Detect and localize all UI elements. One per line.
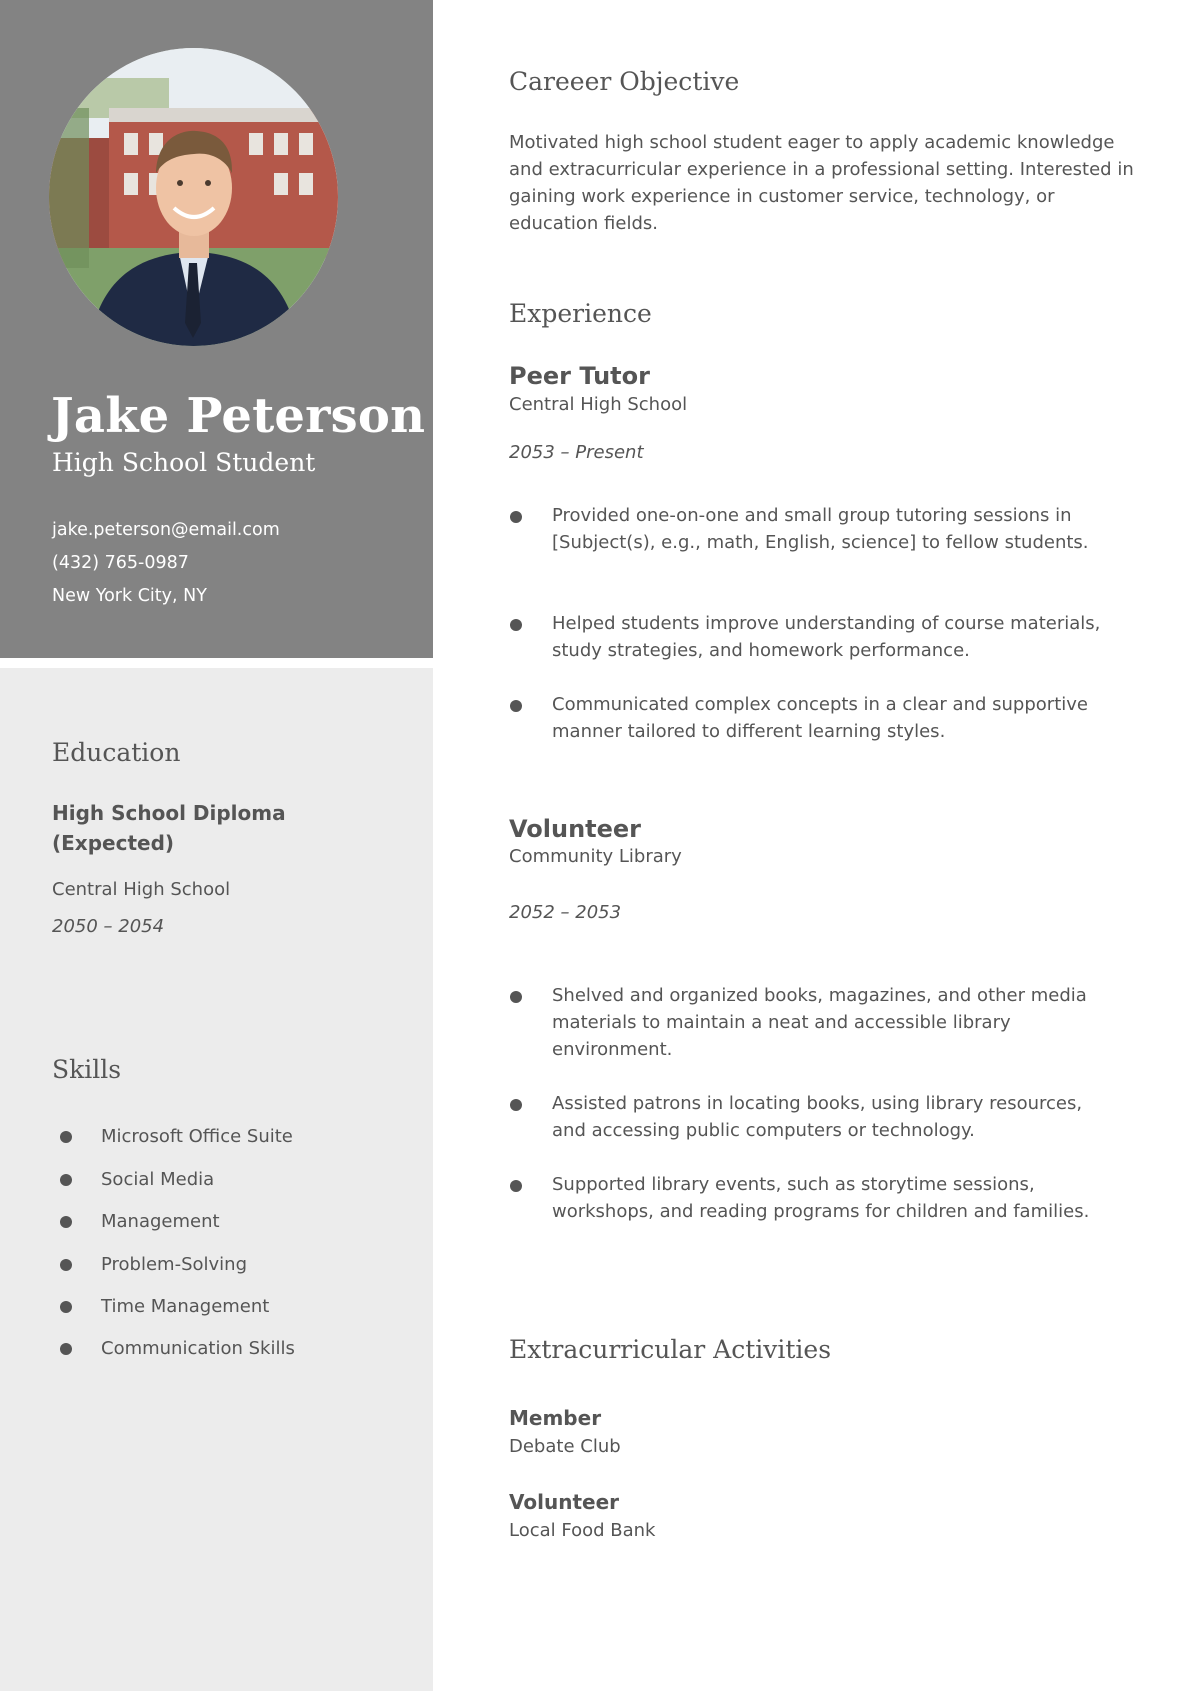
- activity-role: Volunteer: [509, 1490, 620, 1514]
- objective-heading: Careeer Objective: [509, 67, 740, 96]
- bullet-dot-icon: [510, 1180, 522, 1192]
- job-bullet-text: Supported library events, such as storytime sessions, workshops, and reading programs for children and families.: [552, 1174, 1090, 1222]
- bullet-dot-icon: [60, 1131, 72, 1143]
- candidate-name: Jake Peterson: [51, 388, 426, 444]
- job-organization: Community Library: [509, 846, 682, 867]
- skill-label: Management: [101, 1211, 220, 1232]
- bullet-dot-icon: [60, 1216, 72, 1228]
- bullet-dot-icon: [510, 511, 522, 523]
- education-school: Central High School: [52, 879, 231, 900]
- contact-location: New York City, NY: [52, 586, 207, 606]
- activity-role: Member: [509, 1406, 602, 1430]
- activity-organization: Local Food Bank: [509, 1520, 656, 1541]
- education-heading: Education: [52, 738, 181, 767]
- job-title: Volunteer: [509, 815, 642, 843]
- contact-email[interactable]: jake.peterson@email.com: [52, 520, 280, 540]
- job-dates: 2053 – Present: [509, 442, 644, 463]
- job-dates: 2052 – 2053: [509, 902, 622, 923]
- bullet-dot-icon: [510, 991, 522, 1003]
- job-bullet-text: Helped students improve understanding of course materials, study strategies, and homework performance.: [552, 613, 1101, 661]
- portrait-photo: [49, 48, 338, 346]
- skill-label: Social Media: [101, 1169, 215, 1190]
- job-bullet-text: Communicated complex concepts in a clear and supportive manner tailored to different learning styles.: [552, 694, 1088, 742]
- skill-label: Problem-Solving: [101, 1254, 248, 1275]
- job-title: Peer Tutor: [509, 362, 650, 390]
- job-organization: Central High School: [509, 394, 688, 415]
- skill-label: Time Management: [101, 1296, 270, 1317]
- job-bullet-text: Provided one-on-one and small group tutoring sessions in [Subject(s), e.g., math, English, science] to fellow students.: [552, 505, 1089, 553]
- education-years: 2050 – 2054: [52, 916, 165, 937]
- skills-heading: Skills: [52, 1055, 122, 1084]
- objective-text: Motivated high school student eager to apply academic knowledge and extracurricular experience in a professional setting. Interested in gaining work experience in customer service, technology, or education fields.: [509, 132, 1134, 234]
- experience-heading: Experience: [509, 299, 652, 328]
- bullet-dot-icon: [60, 1174, 72, 1186]
- bullet-dot-icon: [60, 1259, 72, 1271]
- candidate-role: High School Student: [52, 448, 316, 477]
- bullet-dot-icon: [510, 1099, 522, 1111]
- bullet-dot-icon: [60, 1301, 72, 1313]
- job-bullet-text: Shelved and organized books, magazines, and other media materials to maintain a neat and accessible library environment.: [552, 985, 1087, 1060]
- skill-label: Communication Skills: [101, 1338, 295, 1359]
- activity-organization: Debate Club: [509, 1436, 621, 1457]
- contact-phone[interactable]: (432) 765-0987: [52, 553, 189, 573]
- bullet-dot-icon: [510, 619, 522, 631]
- education-degree: High School Diploma (Expected): [52, 801, 286, 855]
- job-bullet-text: Assisted patrons in locating books, using library resources, and accessing public computers or technology.: [552, 1093, 1083, 1141]
- bullet-dot-icon: [60, 1343, 72, 1355]
- skill-label: Microsoft Office Suite: [101, 1126, 293, 1147]
- sidebar-divider: [0, 658, 433, 668]
- activities-heading: Extracurricular Activities: [509, 1335, 832, 1364]
- bullet-dot-icon: [510, 700, 522, 712]
